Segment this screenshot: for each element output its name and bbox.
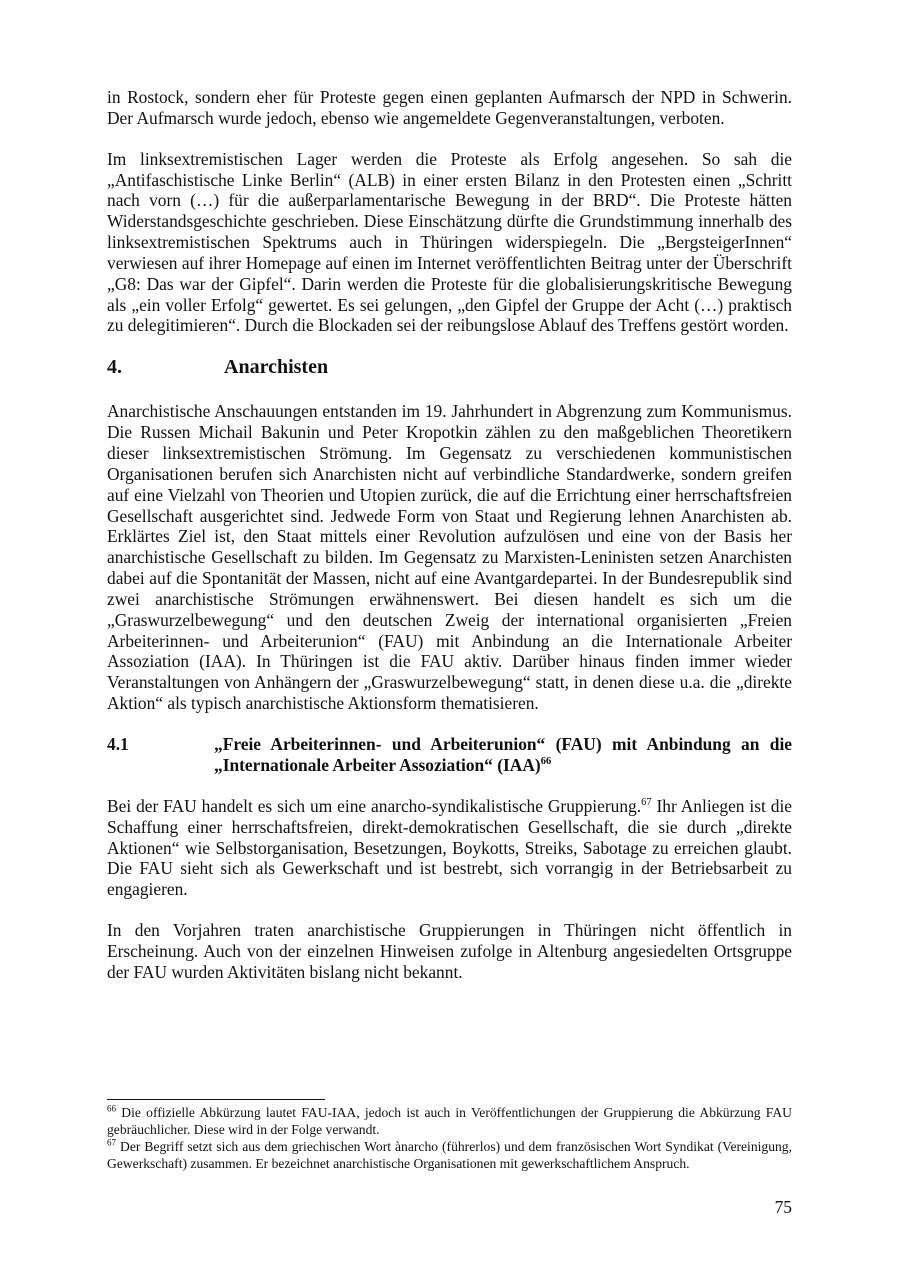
paragraph-protest-assessment: Im linksextremistischen Lager werden die Proteste als Erfolg angesehen. So sah die „Antifaschistische Linke Berlin“ (ALB) in einer ersten Bilanz in den Protesten einen „Schritt nach vorn (…) für die außerparlamentarische Bewegung in der BRD“. Die Proteste hätten Widerstandsgeschichte geschrieben. Diese Einschätzung dürfte die Grundstimmung innerhalb des linksextremistischen Spektrums auch in Thüringen widerspiegeln. Die „BergsteigerInnen“ verwiesen auf ihrer Homepage auf einen im Internet veröffentlichten Beitrag unter der Überschrift „G8: Das war der Gipfel“. Darin werden die Proteste für die globalisierungskritische Bewegung als „ein voller Erfolg“ gewertet. Es sei gelungen, „den Gipfel der Gruppe der Acht (…) praktisch zu delegitimieren“. Durch die Blockaden sei der reibungslose Ablauf des Treffens gestört worden. bbox=[107, 148, 792, 336]
footnote-separator bbox=[107, 1099, 325, 1100]
footnote-ref-66[interactable]: 66 bbox=[540, 756, 552, 768]
footnote-67: $^{67}$ Der Begriff setzt sich aus dem griechischen Wort ànarcho (führerlos) und dem französischen Wort Syndikat (Vereinigung, Gewerkschaft) zusammen. Er bezeichnet anarchistische Organisationen mit gewerkschaftlichem Anspruch. bbox=[107, 1137, 792, 1171]
section-title: Anarchisten bbox=[224, 356, 329, 379]
paragraph-fau-description: Bei der FAU handelt es sich um eine anarcho-syndikalistische Gruppierung.$^{67}$ Ihr Anliegen ist die Schaffung einer herrschaftsfreien, direkt-demokratischen Gesellschaft, die sie durch „direkte Aktionen“ wie Selbstorganisation, Besetzungen, Boykotts, Streiks, Sabotage zu erreichen glaubt. Die FAU sieht sich als Gewerkschaft und ist bestrebt, sich vorrangig in der Betriebsarbeit zu engagieren. bbox=[107, 795, 792, 900]
subsection-title: „Freie Arbeiterinnen- und Arbeiterunion“ (FAU) mit Anbindung an die „Internationale Arbeiter Assoziation“ (IAA)$^{66}$ bbox=[214, 733, 792, 775]
paragraph-anarchism-overview: Anarchistische Anschauungen entstanden im 19. Jahrhundert in Abgrenzung zum Kommunismus. Die Russen Michail Bakunin und Peter Kropotkin zählen zu den maßgeblichen Theoretikern dieser linksextremistischen Strömung. Im Gegensatz zu verschiedenen kommunistischen Organisationen berufen sich Anarchisten nicht auf verbindliche Standardwerke, sondern greifen auf eine Vielzahl von Theorien und Utopien zurück, die auf die Errichtung einer herrschaftsfreien Gesellschaft ausgerichtet sind. Jedwede Form von Staat und Regierung lehnen Anarchisten ab. Erklärtes Ziel ist, den Staat mittels einer Revolution aufzulösen und eine von der Basis her anarchistische Gesellschaft zu bilden. Im Gegensatz zu Marxisten-Leninisten setzen Anarchisten dabei auf die Spontanität der Massen, nicht auf eine Avantgardepartei. In der Bundesrepublik sind zwei anarchistische Strömungen erwähnenswert. Bei diesen handelt es sich um die „Graswurzelbewegung“ und den deutschen Zweig der international organisierten „Freien Arbeiterinnen- und Arbeiterunion“ (FAU) mit Anbindung an die Internationale Arbeiter Assoziation (IAA). In Thüringen ist die FAU aktiv. Darüber hinaus finden immer wieder Veranstaltungen von Anhängern der „Graswurzelbewegung“ statt, in denen diese u.a. die „direkte Aktion“ als typisch anarchistische Aktionsform thematisieren. bbox=[107, 401, 792, 714]
paragraph-npd-schwerin: in Rostock, sondern eher für Proteste gegen einen geplanten Aufmarsch der NPD in Schwerin. Der Aufmarsch wurde jedoch, ebenso wie angemeldete Gegenveranstaltungen, verboten. bbox=[107, 87, 792, 128]
document-body bbox=[107, 87, 792, 983]
footnote-66: $^{66}$ Die offizielle Abkürzung lautet FAU-IAA, jedoch ist auch in Veröffentlichungen der Gruppierung die Abkürzung FAU gebräuchlicher. Diese wird in der Folge verwandt. bbox=[107, 1103, 792, 1137]
footnote-ref-67[interactable]: 67 bbox=[641, 797, 652, 809]
section-heading bbox=[107, 355, 792, 379]
page-number: 75 bbox=[774, 1197, 792, 1217]
paragraph-thueringen-activity: In den Vorjahren traten anarchistische Gruppierungen in Thüringen nicht öffentlich in Erscheinung. Auch von der einzelnen Hinweisen zufolge in Altenburg angesiedelten Ortsgruppe der FAU wurden Aktivitäten bislang nicht bekannt. bbox=[107, 920, 792, 982]
section-number: 4. bbox=[107, 356, 122, 379]
footnotes bbox=[107, 1104, 792, 1172]
subsection-heading bbox=[107, 734, 792, 776]
subsection-number: 4.1 bbox=[107, 733, 129, 754]
